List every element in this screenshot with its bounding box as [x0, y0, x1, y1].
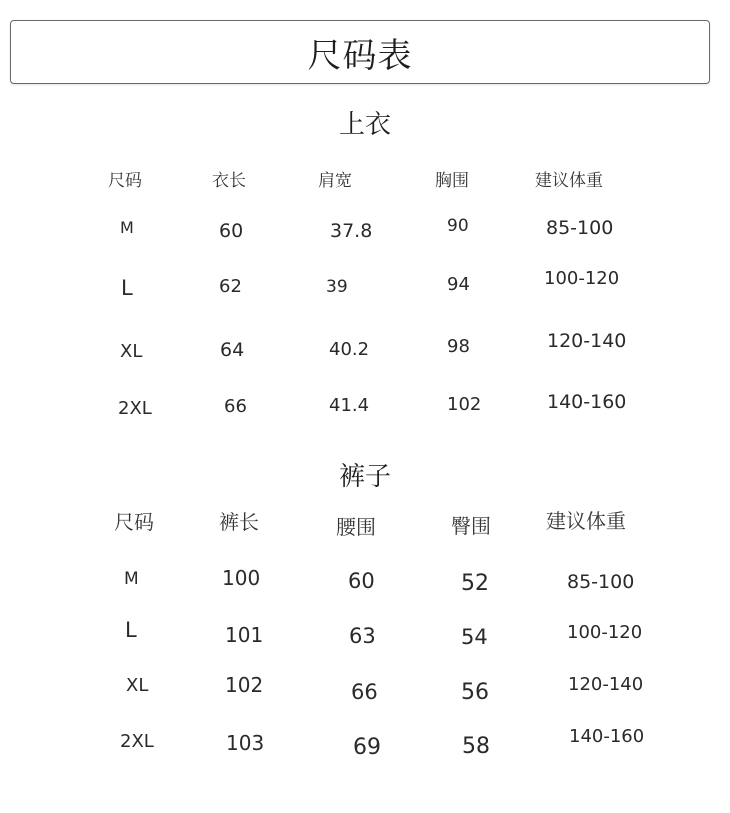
pants-row-4-cell-weight: 140-160 [569, 726, 645, 747]
tops-header-measure-2: 胸围 [435, 171, 469, 191]
tops-row-1-cell-weight: 85-100 [546, 217, 614, 239]
pants-row-1-cell-measure-1: 60 [348, 569, 375, 593]
tops-row-4-cell-measure-1: 41.4 [329, 395, 370, 416]
tops-row-4-cell-measure-2: 102 [447, 394, 482, 415]
pants-row-3-cell-measure-1: 66 [351, 680, 378, 704]
pants-row-3-cell-measure-2: 56 [461, 680, 489, 705]
pants-row-3-cell-weight: 120-140 [568, 674, 644, 695]
pants-row-1-cell-measure-2: 52 [461, 571, 489, 596]
tops-row-3-cell-size: XL [120, 341, 143, 362]
pants-row-4-cell-size: 2XL [120, 731, 154, 752]
tops-row-2-cell-measure-1: 39 [326, 277, 348, 297]
pants-row-4-cell-measure-1: 69 [353, 735, 381, 760]
tops-row-1-cell-size: M [120, 218, 134, 237]
size-chart-title-box [10, 20, 710, 84]
tops-row-4-cell-size: 2XL [118, 398, 152, 419]
tops-row-4-cell-length: 66 [224, 396, 247, 417]
tops-row-3-cell-weight: 120-140 [547, 330, 627, 352]
tops-row-4-cell-weight: 140-160 [547, 391, 627, 413]
tops-header-length: 衣长 [212, 171, 246, 191]
tops-header-measure-1: 肩宽 [318, 171, 352, 191]
tops-row-2-cell-length: 62 [219, 276, 242, 297]
pants-row-3-cell-size: XL [126, 675, 149, 696]
pants-header-weight: 建议体重 [546, 509, 626, 533]
tops-row-2-cell-size: L [121, 276, 133, 300]
pants-row-1-cell-size: M [124, 569, 139, 589]
pants-row-4-cell-length: 103 [226, 731, 265, 755]
pants-row-2-cell-size: L [125, 618, 137, 642]
pants-row-1-cell-length: 100 [222, 566, 261, 590]
page-title: 尺码表 [307, 35, 413, 76]
tops-header-weight: 建议体重 [535, 171, 603, 191]
pants-row-4-cell-measure-2: 58 [462, 734, 490, 759]
tops-row-3-cell-measure-1: 40.2 [329, 339, 370, 360]
tops-row-3-cell-length: 64 [220, 339, 245, 361]
pants-row-2-cell-measure-2: 54 [461, 625, 488, 649]
pants-row-1-cell-weight: 85-100 [567, 571, 635, 593]
pants-row-2-cell-measure-1: 63 [349, 624, 376, 648]
tops-row-1-cell-measure-1: 37.8 [330, 220, 373, 242]
pants-row-2-cell-weight: 100-120 [567, 622, 643, 643]
tops-row-3-cell-measure-2: 98 [447, 336, 470, 357]
tops-row-2-cell-measure-2: 94 [447, 274, 470, 295]
tops-row-2-cell-weight: 100-120 [544, 268, 620, 289]
pants-header-measure-1: 腰围 [336, 515, 376, 539]
tops-row-1-cell-measure-2: 90 [447, 216, 469, 236]
tops-row-1-cell-length: 60 [219, 220, 244, 242]
pants-row-3-cell-length: 102 [225, 673, 264, 697]
pants-row-2-cell-length: 101 [225, 623, 264, 647]
pants-header-size: 尺码 [114, 510, 154, 534]
pants-section-title: 裤子 [338, 462, 391, 492]
tops-section-title: 上衣 [338, 110, 391, 140]
tops-header-size: 尺码 [108, 171, 142, 191]
pants-header-length: 裤长 [219, 510, 259, 534]
pants-header-measure-2: 臀围 [451, 514, 491, 538]
